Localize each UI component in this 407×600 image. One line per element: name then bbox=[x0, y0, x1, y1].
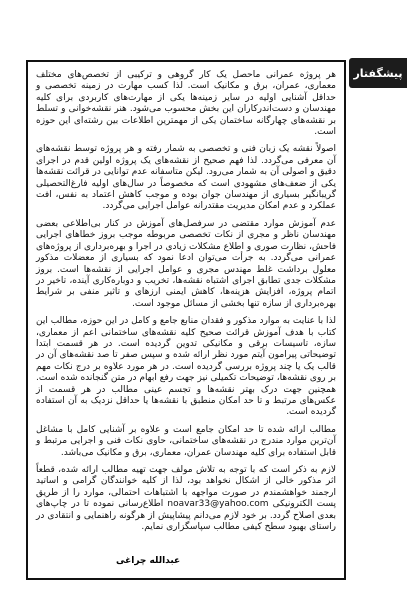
paragraph: مطالب ارائه شده تا حد امکان جامع است و علاوه بر آشنایی کامل با مشاغل آن‌ترین موارد مندرج در نقشه‌های ساختمانی، حاوی نکات فنی و اجرایی مرتبط و قابل استفاده برای کلیه مهندسان عمران، معماری، برق و مکانیک می‌باشد. bbox=[36, 424, 336, 458]
section-title-tab bbox=[349, 58, 407, 88]
paragraph: لازم به ذکر است که با توجه به تلاش مولف جهت تهیه مطالب ارائه شده، قطعاً اثر مذکور خالی از اشکال نخواهد بود، لذا از کلیه خوانندگان گرامی و اساتید ارجمند خواهشمندم در صورت مواجهه با اشتباهات احتمالی، موارد را از طریق پست الکترونیکی noavar33@yahoo.com اطلاع‌رسانی نموده تا در چاپ‌های بعدی اصلاح گردد. بر خود لازم می‌دانم پیشاپیش از هرگونه راهنمایی و انتقادی در راستای بهبود سطح کیفی مطالب سپاسگزاری نمایم. bbox=[36, 465, 336, 533]
body-text bbox=[36, 70, 336, 533]
paragraph: لذا با عنایت به موارد مذکور و فقدان منابع جامع و کامل در این حوزه، مطالب این کتاب با هدف آموزش قرائت صحیح کلیه نقشه‌های ساختمانی اعم از معماری، سازه، تاسیسات برقی و مکانیکی تدوین گردیده است. در هر قسمت ابتدا توضیحاتی پیرامون آیتم مورد نظر ارائه شده و سپس صفر تا صد نقشه‌های آن در قالب یک یا چند پروژه بررسی گردیده است. در هر مورد علاوه بر درج نکات مهم بر روی نقشه‌ها، توضیحات تکمیلی نیز جهت رفع ابهام در متن گنجانده شده است. همچنین جهت درک بهتر نقشه‌ها و تجسم عینی مطالب در هر قسمت از عکس‌های مرتبط و تا حد امکان منطبق با نقشه‌ها یا حداقل نزدیک به آن استفاده گردیده است. bbox=[36, 316, 336, 418]
paragraph: عدم آموزش موارد مقتضی در سرفصل‌های آموزش در کنار بی‌اطلاعی بعضی مهندسان ناظر و مجری از نکات تخصصی مربوطه موجب بروز خطاهای اجرایی فاحش، نظارت صوری و اطلاع مشکلات زیادی در اجرا و بهره‌برداری از پروژه‌های عمرانی می‌گردد. به جرأت می‌توان ادعا نمود که بسیاری از معضلات مذکور معلول برداشت غلط مهندس مجری و عوامل اجرایی از نقشه‌ها است. بروز مشکلات جدی تطابق اجرای اشتباه نقشه‌ها، تخریب و دوباره‌کاری آینده، تاخیر در اتمام پروژه، افزایش هزینه‌ها، کاهش ایمنی ارزهای و تاثیر منفی بر شرایط بهره‌برداری از سازه تنها بخشی از مسائل موجود است. bbox=[36, 218, 336, 309]
text-frame bbox=[26, 60, 346, 580]
paragraph: اصولاً نقشه یک زبان فنی و تخصصی به شمار رفته و هر پروژه توسط نقشه‌های آن معرفی می‌گردد. لذا فهم صحیح از نقشه‌های یک پروژه اولین قدم در اجرای دقیق و اصولی آن به شمار می‌رود. لیکن متاسفانه عدم توانایی در قرائت نقشه‌ها یکی از ضعف‌های مشهودی است که مخصوصاً در سال‌های اولیه فارغ‌التحصیلی گریبانگیر بسیاری از مهندسان جوان بوده و موجب کاهش اعتماد به نفس، افت عملکرد و عدم امکان مدیریت مقتدرانه عوامل اجرایی می‌گردد. bbox=[36, 144, 336, 212]
section-title: پیشگفتار bbox=[353, 66, 403, 80]
paragraph: هر پروژه عمرانی ماحصل یک کار گروهی و ترکیبی از تخصص‌های مختلف معماری، عمران، برق و مکانیک است. لذا کسب مهارت در زمینه تخصصی و حداقل آشنایی اولیه در سایر زمینه‌ها یکی از مهارت‌های کاربردی برای کلیه مهندسان و دست‌اندرکاران این بخش محسوب می‌شود. هنر نقشه‌خوانی و تسلط بر نقشه‌های چهارگانه ساختمان یکی از مهمترین اطلاعات بین رشته‌ای این حوزه است. bbox=[36, 70, 336, 138]
author-signature: عبدالله چراغی bbox=[116, 556, 181, 566]
